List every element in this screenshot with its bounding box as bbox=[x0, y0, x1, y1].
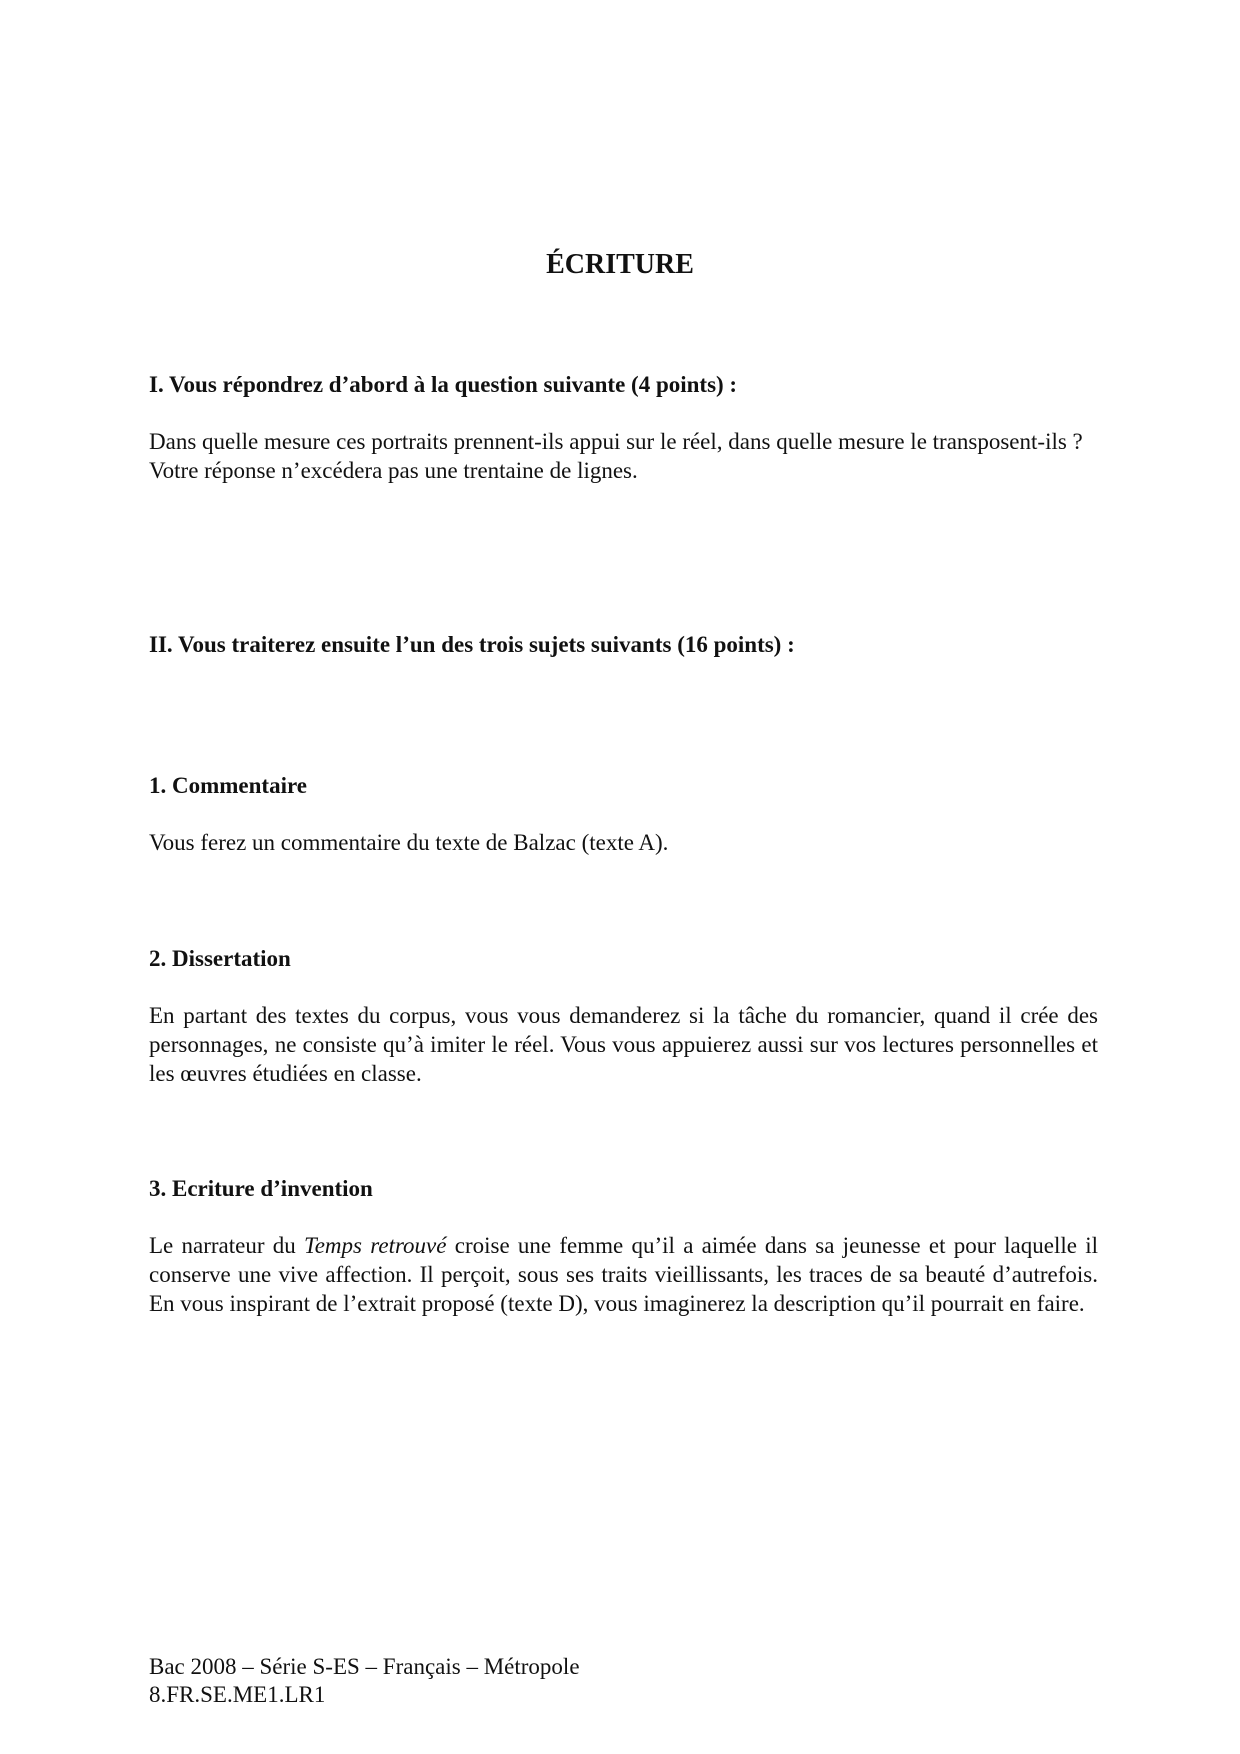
subject1-section bbox=[149, 771, 1098, 800]
page-title: ÉCRITURE bbox=[546, 249, 694, 280]
subject3-body bbox=[149, 1231, 1098, 1318]
subject3-heading: 3. Ecriture d’invention bbox=[149, 1176, 373, 1201]
part2-heading: II. Vous traiterez ensuite l’un des trois sujets suivants (16 points) : bbox=[149, 632, 795, 657]
subject2-section bbox=[149, 944, 1098, 973]
subject1-body bbox=[149, 828, 1098, 857]
page-footer bbox=[149, 1653, 580, 1709]
subject2-heading: 2. Dissertation bbox=[149, 946, 291, 971]
part1-length-instruction: Votre réponse n’excédera pas une trentaine de lignes. bbox=[149, 458, 638, 483]
subject2-body bbox=[149, 1001, 1098, 1088]
part1-question bbox=[149, 427, 1098, 485]
subject3-text bbox=[149, 1231, 1098, 1318]
part1-question-text: Dans quelle mesure ces portraits prennent-ils appui sur le réel, dans quelle mesure le transposent-ils ? bbox=[149, 429, 1083, 454]
subject1-heading: 1. Commentaire bbox=[149, 773, 307, 798]
subject3-book-title: Temps retrouvé bbox=[304, 1233, 447, 1258]
subject2-text: En partant des textes du corpus, vous vous demanderez si la tâche du romancier, quand il crée des personnages, ne consiste qu’à imiter le réel. Vous vous appuierez aussi sur vos lectures personnelles et les œuvres étudiées en classe. bbox=[149, 1003, 1098, 1086]
subject3-section bbox=[149, 1174, 1098, 1203]
part1-heading: I. Vous répondrez d’abord à la question suivante (4 points) : bbox=[149, 372, 738, 397]
part1-section bbox=[149, 370, 1098, 399]
subject3-text-before: Le narrateur du bbox=[149, 1233, 305, 1258]
footer-exam-info: Bac 2008 – Série S-ES – Français – Métropole bbox=[149, 1654, 580, 1679]
footer-reference-code: 8.FR.SE.ME1.LR1 bbox=[149, 1682, 326, 1707]
subject3-text-after: croise une femme qu’il a aimée dans sa jeunesse et pour laquelle il conserve une vive affection. Il perçoit, sous ses traits vieillissants, les traces de sa beauté d’autrefois. En vous inspirant de l’extrait proposé (texte D), vous imaginerez la description qu’il pourrait en faire. bbox=[149, 1233, 1098, 1316]
part2-section bbox=[149, 630, 1098, 659]
subject1-text: Vous ferez un commentaire du texte de Balzac (texte A). bbox=[149, 830, 669, 855]
